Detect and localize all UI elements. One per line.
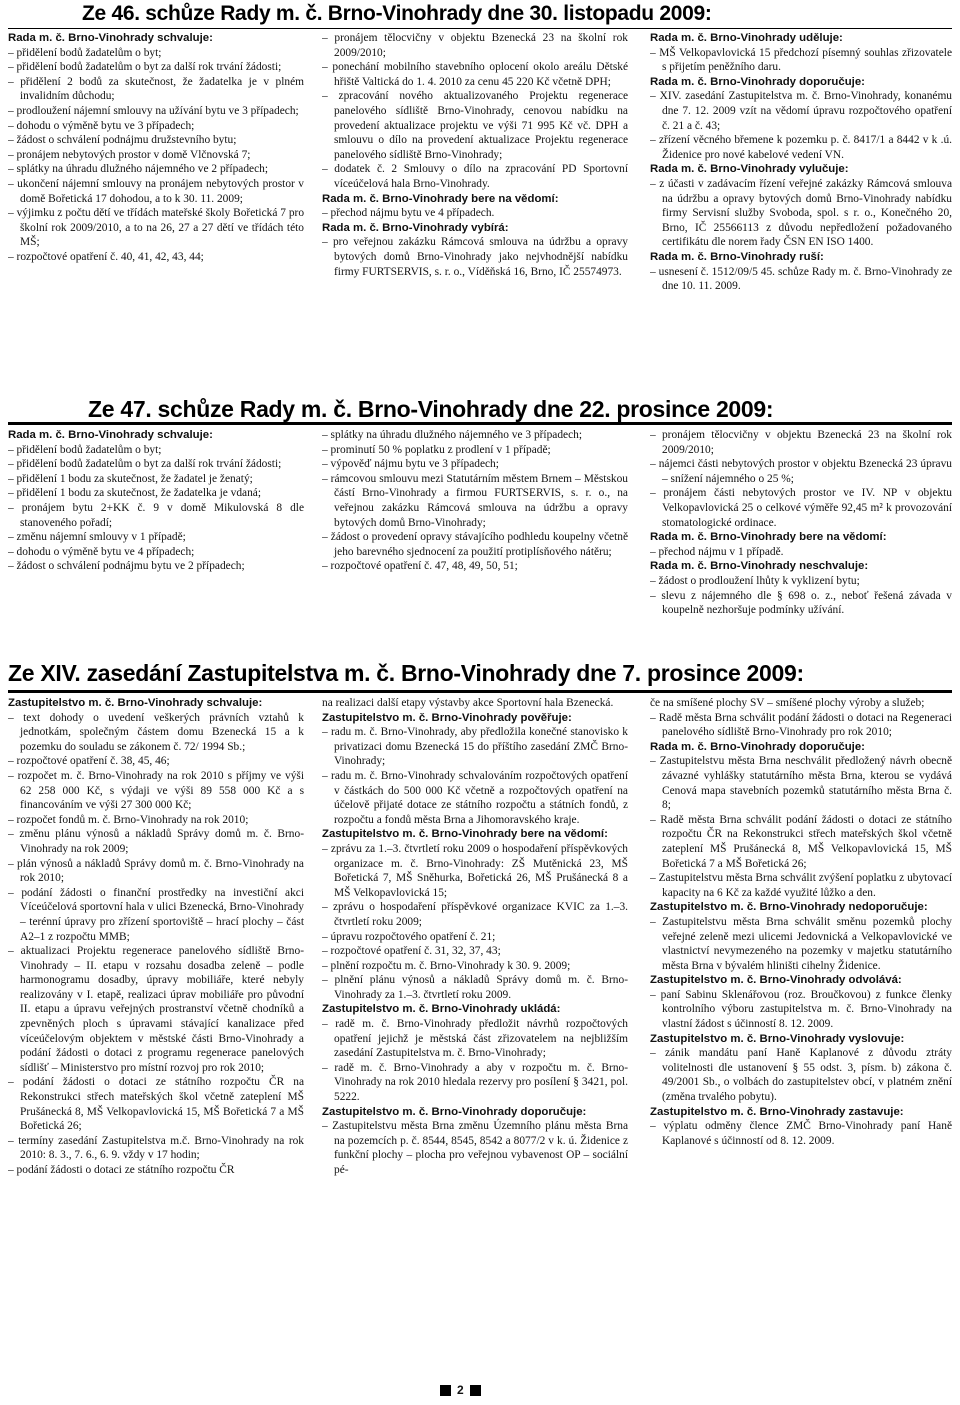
resolution-item: – rozpočtové opatření č. 40, 41, 42, 43, 44; xyxy=(8,250,304,265)
resolution-heading: Rada m. č. Brno-Vinohrady schvaluje: xyxy=(8,429,213,441)
resolution-item: – radu m. č. Brno-Vinohrady, aby předložila konečné stanovisko k privatizaci domu Bzenecká 15 do příštího zasedání ZMČ Brno-Vinohrady; xyxy=(322,725,628,769)
resolution-item: – přidělení bodů žadatelům o byt; xyxy=(8,46,304,61)
resolution-heading: Rada m. č. Brno-Vinohrady vybírá: xyxy=(322,221,509,234)
resolution-item: – z účasti v zadávacím řízení veřejné zakázky Rámcová smlouva na údržbu a opravy bytových domů Brno-Vinohrady nabídku firmy Servisní služby Svoboda, spol. s r. o., Konečného 20, Brno, IČ 25566113 z důvodu nepředložení požadovaného certifikátu dle norem řady ČSN EN ISO 1400. xyxy=(650,177,952,250)
section-46-title: Ze 46. schůze Rady m. č. Brno-Vinohrady dne 30. listopadu 2009: xyxy=(82,2,712,25)
resolution-item: – pronájem části nebytových prostor ve IV. NP v objektu Velkopavlovická 25 o celkové výměře 92,45 m² k provozování stomatologické ordinace. xyxy=(650,486,952,530)
resolution-heading: Zastupitelstvo m. č. Brno-Vinohrady odvolává: xyxy=(650,974,902,987)
resolution-item: – pronájem nebytových prostor v domě Vlčnovská 7; xyxy=(8,148,304,163)
resolution-heading: Rada m. č. Brno-Vinohrady bere na vědomí: xyxy=(322,192,559,205)
resolution-item: – usnesení č. 1512/09/5 45. schůze Rady m. č. Brno-Vinohrady ze dne 10. 11. 2009. xyxy=(650,265,952,294)
resolution-heading: Rada m. č. Brno-Vinohrady neschvaluje: xyxy=(650,560,869,573)
resolution-item: – Radě města Brna schválit podání žádosti o dotaci ze státního rozpočtu ČR na Rekonstrukci střech mateřských škol včetně zateplení MŠ Prušánecká 8, MŠ Velkopavlovická 15, MŠ Bořetická 7 a MŠ Bořetická 26; xyxy=(650,813,952,871)
resolution-item: – podání žádosti o finanční prostředky na investiční akci Víceúčelová sportovní hala v ulici Bzenecká, Brno-Vinohrady – terénní úpravy pro zřízení sportoviště – hrací plochy – část A2–1 z rozpočtu MMB; xyxy=(8,886,304,944)
resolution-item: – rozpočet fondů m. č. Brno-Vinohrady na rok 2010; xyxy=(8,813,304,828)
resolution-item: – splátky na úhradu dlužného nájemného ve 2 případech; xyxy=(8,162,304,177)
resolution-item: – splátky na úhradu dlužného nájemného ve 3 případech; xyxy=(322,428,628,443)
resolution-item: – Zastupitelstvu města Brna změnu Územního plánu města Brna na pozemcích p. č. 8544, 8545, 8542 a 8077/2 v k. ú. Židenice z funkční plochy – plocha pro veřejnou vybavenost OP – sociální pé- xyxy=(322,1119,628,1177)
resolution-heading: Zastupitelstvo m. č. Brno-Vinohrady schvaluje: xyxy=(8,697,263,709)
section-47-col-2 xyxy=(322,428,628,650)
section-47-col-1 xyxy=(8,428,304,650)
resolution-item: – změnu plánu výnosů a nákladů Správy domů m. č. Brno-Vinohrady na rok 2009; xyxy=(8,827,304,856)
section-47-title: Ze 47. schůze Rady m. č. Brno-Vinohrady dne 22. prosince 2009: xyxy=(88,396,774,422)
resolution-item: – pro veřejnou zakázku Rámcová smlouva na údržbu a opravy bytových domů Brno-Vinohrady jako nejvhodnější nabídku firmy FURTSERVIS, s. r. o., Víděňská 16, Brno, IČ 25574973. xyxy=(322,235,628,279)
resolution-item: – radu m. č. Brno-Vinohrady schvalováním rozpočtových opatření v částkách do 500 000 Kč včetně a rozpočtových opatření na účelově přijaté dotace ze státního rozpočtu a státních fondů, z rozpočtu a fondů města Brna a Jihomoravského kraje. xyxy=(322,769,628,827)
square-bullet-icon xyxy=(440,1385,451,1396)
resolution-item: – text dohody o uvedení veškerých právních vztahů k jednotkám, společným částem domu Bzenecká 15 a k pozemku do souladu se zákonem č. 72/ 1994 Sb.; xyxy=(8,711,304,755)
section-47-rule xyxy=(8,422,952,425)
page-footer xyxy=(440,1383,481,1397)
resolution-item: – přidělení bodů žadatelům o byt za další rok trvání žádosti; xyxy=(8,457,304,472)
resolution-item: – výpověď nájmu bytu ve 3 případech; xyxy=(322,457,628,472)
resolution-heading: Rada m. č. Brno-Vinohrady bere na vědomí: xyxy=(650,531,887,544)
section-47-col-3 xyxy=(650,428,952,650)
resolution-item: – rámcovou smlouvu mezi Statutárním městem Brnem – Městskou částí Brno-Vinohrady a firmou FURTSERVIS, s. r. o., na veřejnou zakázku Rámcová smlouva na údržbu a opravy bytových domů Brno-Vinohrady; xyxy=(322,472,628,530)
resolution-item: – plán výnosů a nákladů Správy domů m. č. Brno-Vinohrady na rok 2010; xyxy=(8,857,304,886)
resolution-heading: Rada m. č. Brno-Vinohrady doporučuje: xyxy=(650,75,865,88)
resolution-item: – zprávu za 1.–3. čtvrtletí roku 2009 o hospodaření příspěvkových organizace m. č. Brno-Vinohrady: ZŠ Mutěnická 23, MŠ Bořetická 7, MŠ Sněhurka, Bořetická 26, MŠ Prušánecká 8 a MŠ Velkopavlovická 15; xyxy=(322,842,628,900)
resolution-item: – změnu nájemní smlouvy v 1 případě; xyxy=(8,530,304,545)
resolution-item: – žádost o schválení podnájmu bytu ve 2 případech; xyxy=(8,559,304,574)
resolution-item: – pronájem tělocvičny v objektu Bzenecká 23 na školní rok 2009/2010; xyxy=(322,31,628,60)
resolution-item: – nájemci části nebytových prostor v objektu Bzenecká 23 úpravu – snížení nájemného o 25 %; xyxy=(650,457,952,486)
resolution-item: – termíny zasedání Zastupitelstva m.č. Brno-Vinohrady na rok 2010: 8. 3., 7. 6., 6. 9. vždy v 17 hodin; xyxy=(8,1134,304,1163)
resolution-heading: Zastupitelstvo m. č. Brno-Vinohrady nedoporučuje: xyxy=(650,901,928,914)
resolution-item: – prominutí 50 % poplatku z prodlení v 1 případě; xyxy=(322,443,628,458)
section-xiv-col-1 xyxy=(8,696,304,1376)
resolution-item: – žádost o schválení podnájmu družstevního bytu; xyxy=(8,133,304,148)
resolution-item: – výplatu odměny člence ZMČ Brno-Vinohrady paní Haně Kaplanové s účinností od 8. 12. 2009. xyxy=(650,1119,952,1148)
resolution-item: – XIV. zasedání Zastupitelstva m. č. Brno-Vinohrady, konanému dne 7. 12. 2009 vzít na vědomí úpravu rozpočtového opatření č. 21 a č. 43; xyxy=(650,89,952,133)
resolution-item: – dodatek č. 2 Smlouvy o dílo na zpracování PD Sportovní víceúčelová hala Brno-Vinohrady. xyxy=(322,162,628,191)
resolution-item: – přidělení bodů žadatelům o byt za další rok trvání žádosti; xyxy=(8,60,304,75)
resolution-item-continued: na realizaci další etapy výstavby akce Sportovní hala Bzenecká. xyxy=(322,697,614,709)
resolution-item: – zánik mandátu paní Haně Kaplanové z důvodu ztráty volitelnosti dle ustanovení § 55 odst. 3, písm. b) zákona č. 49/2001 Sb., o volbách do zastupitelstev obcí, v platném znění (změna trvalého pobytu). xyxy=(650,1046,952,1104)
resolution-item: – rozpočtové opatření č. 31, 32, 37, 43; xyxy=(322,944,628,959)
resolution-heading: Rada m. č. Brno-Vinohrady ruší: xyxy=(650,250,824,263)
resolution-item: – MŠ Velkopavlovická 15 předchozí písemný souhlas zřizovatele s přijetím peněžního daru. xyxy=(650,46,952,75)
resolution-item: – plnění plánu výnosů a nákladů Správy domů m. č. Brno-Vinohrady za 1.–3. čtvrtletí roku 2009. xyxy=(322,973,628,1002)
square-bullet-icon xyxy=(470,1385,481,1396)
resolution-heading: Zastupitelstvo m. č. Brno-Vinohrady ukládá: xyxy=(322,1003,561,1016)
resolution-item: – zprávu o hospodaření příspěvkové organizace KVIC za 1.–3. čtvrtletí roku 2009; xyxy=(322,900,628,929)
resolution-item: – Zastupitelstvu města Brna neschválit předložený návrh obecně závazné vyhlášky statutárního města Brna, kterou se vydává Cenová mapa stavebních pozemků statutárního města Brna č. 8; xyxy=(650,754,952,812)
resolution-item: – žádost o provedení opravy stávajícího podhledu koupelny včetně jeho barevného sjednocení za použití protiplísňového nátěru; xyxy=(322,530,628,559)
resolution-heading: Zastupitelstvo m. č. Brno-Vinohrady zastavuje: xyxy=(650,1105,904,1118)
section-xiv-title: Ze XIV. zasedání Zastupitelstva m. č. Brno-Vinohrady dne 7. prosince 2009: xyxy=(8,660,804,686)
section-xiv-col-2 xyxy=(322,696,628,1376)
resolution-item: – přidělení 1 bodu za skutečnost, že žadatelka je vdaná; xyxy=(8,486,304,501)
resolution-item: – podání žádosti o dotaci ze státního rozpočtu ČR xyxy=(8,1163,304,1178)
resolution-heading: Zastupitelstvo m. č. Brno-Vinohrady vyslovuje: xyxy=(650,1032,905,1045)
resolution-item: – přechod nájmu v 1 případě. xyxy=(650,545,952,560)
resolution-item: – radě m. č. Brno-Vinohrady předložit návrhů rozpočtových opatření jejichž je městská část zřizovatelem na nejbližším zasedání Zastupitelstva m. č. Brno-Vinohrady; xyxy=(322,1017,628,1061)
resolution-item: – pronájem bytu 2+KK č. 9 v domě Mikulovská 8 dle stanoveného pořadí; xyxy=(8,501,304,530)
resolution-item: – přechod nájmu bytu ve 4 případech. xyxy=(322,206,628,221)
resolution-item: – ponechání mobilního stavebního oplocení okolo areálu Dětské hřiště Valtická do 1. 4. 2010 za cenu 45 220 Kč včetně DPH; xyxy=(322,60,628,89)
resolution-item: – přidělení bodů žadatelům o byt; xyxy=(8,443,304,458)
resolution-item: – ukončení nájemní smlouvy na pronájem nebytových prostor v domě Bořetická 17 dohodou, a to k 30. 11. 2009; xyxy=(8,177,304,206)
resolution-item: – zřízení věcného břemene k pozemku p. č. 8417/1 a 8442 v k .ú. Židenice pro nové kabelové vedení VN. xyxy=(650,133,952,162)
resolution-item: – rozpočet m. č. Brno-Vinohrady na rok 2010 s příjmy ve výši 62 258 000 Kč, s výdaji ve výši 89 558 000 Kč a s financováním ve výši 27 300 000 Kč; xyxy=(8,769,304,813)
section-xiv-col-3 xyxy=(650,696,952,1376)
resolution-heading: Rada m. č. Brno-Vinohrady doporučuje: xyxy=(650,740,865,753)
resolution-item: – aktualizaci Projektu regenerace panelového sídliště Brno-Vinohrady – II. etapu v rozsahu dosadba zeleně – podle harmonogramu dosadby, úpravy mobiliáře, které nebyly realizovány v I. etapě, realizaci úprav mobiliáře pro původní II. etapu a úpravu veřejných prostranství včetně chodníků a zpevněných ploch s úpravami stávající kanalizace před víceúčelovým objektem v městské části Brno-Vinohrady a podání žádosti o dotaci z programu regenerace panelových sídlišť – Ministerstvo pro místní rozvoj pro rok 2010; xyxy=(8,944,304,1075)
resolution-item: – Radě města Brna schválit podání žádosti o dotaci na Regeneraci panelového sídliště Brno-Vinohrady pro rok 2010; xyxy=(650,711,952,740)
resolution-item: – pronájem tělocvičny v objektu Bzenecká 23 na školní rok 2009/2010; xyxy=(650,428,952,457)
resolution-item-continued: če na smíšené plochy SV – smíšené plochy výroby a služeb; xyxy=(650,697,925,709)
section-46-col-2 xyxy=(322,31,628,371)
resolution-item: – přidělení 2 bodů za skutečnost, že žadatelka je v plném invalidním důchodu; xyxy=(8,75,304,104)
section-xiv-rule xyxy=(8,690,952,693)
resolution-item: – slevu z nájemného dle § 698 o. z., neboť řešená závada v koupelně nezhoršuje podmínky užívání. xyxy=(650,589,952,618)
resolution-item: – rozpočtové opatření č. 38, 45, 46; xyxy=(8,754,304,769)
resolution-item: – Zastupitelstvu města Brna schválit směnu pozemků plochy veřejné zeleně mezi ulicemi Jedovnická a Velkopavlovické ve vlastnictví nevymezeného na pozemky v majetku statutárního města Brna v bývalém hliništi cihelny Židenice. xyxy=(650,915,952,973)
resolution-item: – rozpočtové opatření č. 47, 48, 49, 50, 51; xyxy=(322,559,628,574)
resolution-item: – žádost o prodloužení lhůty k vyklizení bytu; xyxy=(650,574,952,589)
resolution-item: – výjimku z počtu dětí ve třídách mateřské školy Bořetická 7 pro školní rok 2009/2010, a to na 26, 27 a 27 dětí ve třídách této MŠ; xyxy=(8,206,304,250)
resolution-heading: Rada m. č. Brno-Vinohrady uděluje: xyxy=(650,32,843,44)
resolution-item: – paní Sabinu Sklenářovou (roz. Broučkovou) z funkce členky kontrolního výboru zastupitelstva m. č. Brno-Vinohrady na vlastní žádost s účinností 8. 12. 2009. xyxy=(650,988,952,1032)
resolution-item: – radě m. č. Brno-Vinohrady a aby v rozpočtu m. č. Brno-Vinohrady na rok 2010 hledala rezervy pro posílení § 3421, pol. 5222. xyxy=(322,1061,628,1105)
resolution-heading: Rada m. č. Brno-Vinohrady vylučuje: xyxy=(650,163,849,176)
resolution-heading: Zastupitelstvo m. č. Brno-Vinohrady doporučuje: xyxy=(322,1105,587,1118)
section-46-col-1 xyxy=(8,31,304,371)
resolution-item: – prodloužení nájemní smlouvy na užívání bytu ve 3 případech; xyxy=(8,104,304,119)
section-46-col-3 xyxy=(650,31,952,371)
resolution-item: – dohodu o výměně bytu ve 4 případech; xyxy=(8,545,304,560)
resolution-item: – přidělení 1 bodu za skutečnost, že žadatel je ženatý; xyxy=(8,472,304,487)
resolution-heading: Rada m. č. Brno-Vinohrady schvaluje: xyxy=(8,32,213,44)
resolution-item: – zpracování nového aktualizovaného Projektu regenerace panelového sídliště Brno-Vinohrady, cenovou nabídku na provedení aktualizace projektu ve výši 71 995 Kč vč. DPH a smlouvu o dílo na provedení aktualizace Projektu regenerace panelového sídliště Brno-Vinohrady; xyxy=(322,89,628,162)
resolution-item: – podání žádosti o dotaci ze státního rozpočtu ČR na Rekonstrukci střech mateřských škol včetně zateplení MŠ Prušánecká 8, MŠ Velkopavlovická 15, MŠ Bořetická 7 a MŠ Bořetická 26; xyxy=(8,1075,304,1133)
resolution-heading: Zastupitelstvo m. č. Brno-Vinohrady bere na vědomí: xyxy=(322,828,608,841)
page-number: 2 xyxy=(457,1383,464,1397)
section-46-rule xyxy=(8,28,952,29)
resolution-item: – úpravu rozpočtového opatření č. 21; xyxy=(322,930,628,945)
resolution-item: – dohodu o výměně bytu ve 3 případech; xyxy=(8,119,304,134)
resolution-heading: Zastupitelstvo m. č. Brno-Vinohrady pověřuje: xyxy=(322,711,572,724)
resolution-item: – Zastupitelstvu města Brna schválit zvýšení poplatku z ubytovací kapacity na 6 Kč za každé využité lůžko a den. xyxy=(650,871,952,900)
resolution-item: – plnění rozpočtu m. č. Brno-Vinohrady k 30. 9. 2009; xyxy=(322,959,628,974)
